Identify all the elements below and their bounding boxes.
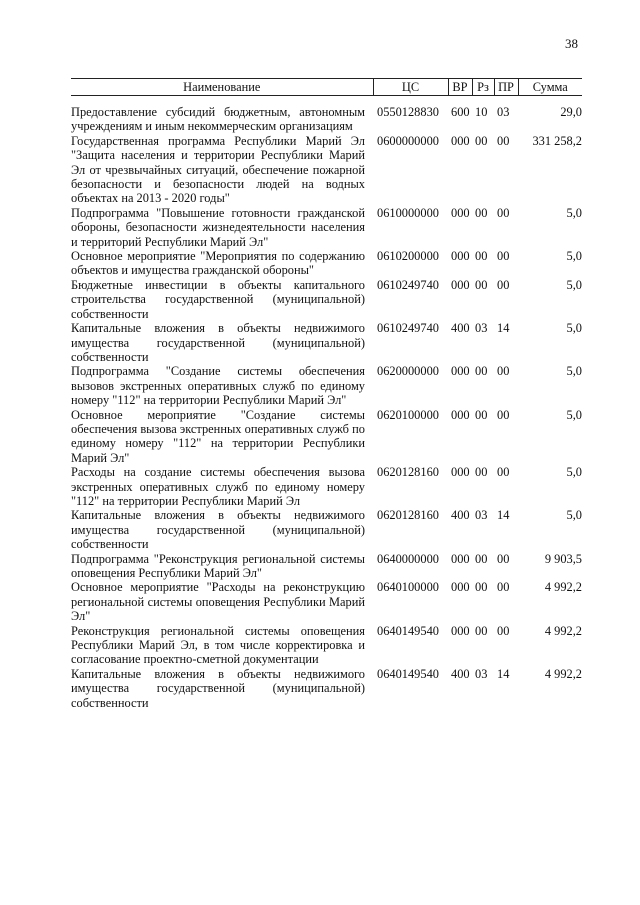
row-sum: 5,0: [566, 508, 582, 523]
row-vr: 000: [451, 133, 470, 148]
row-rz: 00: [475, 205, 488, 220]
table-row: [71, 624, 582, 667]
budget-table: [71, 78, 582, 710]
header-cs: ЦС: [373, 79, 448, 96]
row-rz: 00: [475, 623, 488, 638]
row-rz: 03: [475, 321, 488, 336]
row-pr: 00: [497, 623, 510, 638]
row-sum: 331 258,2: [532, 133, 582, 148]
row-name: Капитальные вложения в объекты недвижимого имущества государственной (муниципальной) собственности: [71, 508, 365, 552]
row-pr: 14: [497, 321, 510, 336]
row-pr: 00: [497, 407, 510, 422]
row-pr: 14: [497, 666, 510, 681]
row-name: Реконструкция региональной системы оповещения Республики Марий Эл, в том числе корректировка и согласование проектно-сметной документации: [71, 623, 365, 667]
page-number: 38: [565, 36, 578, 51]
row-cs: 0620100000: [377, 407, 439, 422]
table-row: [71, 580, 582, 623]
table-row: [71, 508, 582, 551]
row-vr: 400: [451, 666, 470, 681]
row-sum: 4 992,2: [544, 666, 582, 681]
row-rz: 00: [475, 465, 488, 480]
row-name: Бюджетные инвестиции в объекты капитального строительства государственной (муниципальной) собственности: [71, 277, 365, 321]
row-pr: 00: [497, 133, 510, 148]
row-cs: 0640000000: [377, 551, 439, 566]
row-name: Государственная программа Республики Марий Эл "Защита населения и территории Республики Марий Эл от чрезвычайных ситуаций, обеспечение пожарной безопасности и безопасности людей на водных объектах на 2013 - 2020 годы": [71, 133, 365, 206]
header-rz: Рз: [472, 79, 494, 96]
row-pr: 00: [497, 205, 510, 220]
row-cs: 0550128830: [377, 105, 439, 119]
table-row: [71, 206, 582, 249]
table-row: [71, 408, 582, 466]
table-row: [71, 249, 582, 278]
row-rz: 00: [475, 407, 488, 422]
row-cs: 0640100000: [377, 580, 439, 595]
row-rz: 00: [475, 551, 488, 566]
row-rz: 00: [475, 580, 488, 595]
table-row: [71, 278, 582, 321]
row-vr: 000: [451, 551, 470, 566]
header-sum: Сумма: [518, 79, 582, 96]
row-sum: 5,0: [566, 321, 582, 336]
row-cs: 0620000000: [377, 364, 439, 379]
table-header: [71, 79, 582, 96]
row-name: Капитальные вложения в объекты недвижимого имущества государственной (муниципальной) собственности: [71, 321, 365, 364]
row-rz: 00: [475, 133, 488, 148]
row-sum: 5,0: [566, 465, 582, 480]
row-vr: 000: [451, 205, 470, 220]
row-vr: 000: [451, 580, 470, 595]
row-vr: 400: [451, 508, 470, 523]
row-cs: 0620128160: [377, 465, 439, 480]
header-pr: ПР: [494, 79, 518, 96]
row-vr: 600: [451, 105, 470, 119]
row-pr: 00: [497, 364, 510, 379]
row-sum: 4 992,2: [544, 623, 582, 638]
row-vr: 000: [451, 465, 470, 480]
table-row: [71, 667, 582, 710]
row-sum: 4 992,2: [544, 580, 582, 595]
row-sum: 9 903,5: [544, 551, 582, 566]
row-cs: 0610249740: [377, 277, 439, 292]
table-row: [71, 134, 582, 206]
header-name: Наименование: [71, 79, 373, 96]
row-pr: 00: [497, 465, 510, 480]
row-name: Основное мероприятие "Расходы на реконструкцию региональной системы оповещения Республики Марий Эл": [71, 580, 365, 624]
row-vr: 000: [451, 277, 470, 292]
row-sum: 5,0: [566, 205, 582, 220]
row-cs: 0600000000: [377, 133, 439, 148]
row-vr: 400: [451, 321, 470, 336]
table-row: [71, 96, 582, 134]
row-sum: 5,0: [566, 277, 582, 292]
row-cs: 0640149540: [377, 666, 439, 681]
row-vr: 000: [451, 623, 470, 638]
row-pr: 00: [497, 277, 510, 292]
row-rz: 00: [475, 249, 488, 264]
row-rz: 03: [475, 666, 488, 681]
row-sum: 29,0: [560, 105, 582, 119]
row-name: Подпрограмма "Реконструкция региональной системы оповещения Республики Марий Эл": [71, 551, 365, 580]
row-sum: 5,0: [566, 249, 582, 264]
row-pr: 03: [497, 105, 510, 119]
header-vr: ВР: [448, 79, 472, 96]
row-name: Расходы на создание системы обеспечения вызова экстренных оперативных служб по единому номеру "112" на территории Республики Марий Эл: [71, 465, 365, 508]
row-pr: 00: [497, 580, 510, 595]
row-cs: 0610200000: [377, 249, 439, 264]
row-cs: 0610249740: [377, 321, 439, 336]
row-sum: 5,0: [566, 364, 582, 379]
row-rz: 10: [475, 105, 488, 119]
row-cs: 0610000000: [377, 205, 439, 220]
row-name: Основное мероприятие "Создание системы обеспечения вызова экстренных оперативных служб по единому номеру "112" на территории Республики Марий Эл": [71, 407, 365, 465]
row-pr: 14: [497, 508, 510, 523]
row-sum: 5,0: [566, 407, 582, 422]
row-vr: 000: [451, 407, 470, 422]
row-pr: 00: [497, 249, 510, 264]
row-rz: 00: [475, 277, 488, 292]
row-vr: 000: [451, 249, 470, 264]
table-row: [71, 465, 582, 508]
table-row: [71, 364, 582, 407]
row-name: Предоставление субсидий бюджетным, автономным учреждениям и иным некоммерческим организациям: [71, 105, 365, 134]
row-rz: 00: [475, 364, 488, 379]
row-cs: 0620128160: [377, 508, 439, 523]
row-cs: 0640149540: [377, 623, 439, 638]
row-name: Капитальные вложения в объекты недвижимого имущества государственной (муниципальной) собственности: [71, 666, 365, 710]
row-vr: 000: [451, 364, 470, 379]
row-name: Подпрограмма "Повышение готовности гражданской обороны, безопасности жизнедеятельности населения и территорий Республики Марий Эл": [71, 205, 365, 249]
row-name: Подпрограмма "Создание системы обеспечения вызовов экстренных оперативных служб по единому номеру "112" на территории Республики Марий Эл": [71, 364, 365, 408]
table-row: [71, 321, 582, 364]
row-rz: 03: [475, 508, 488, 523]
row-pr: 00: [497, 551, 510, 566]
row-name: Основное мероприятие "Мероприятия по содержанию объектов и имущества гражданской обороны": [71, 249, 365, 278]
table-row: [71, 552, 582, 581]
